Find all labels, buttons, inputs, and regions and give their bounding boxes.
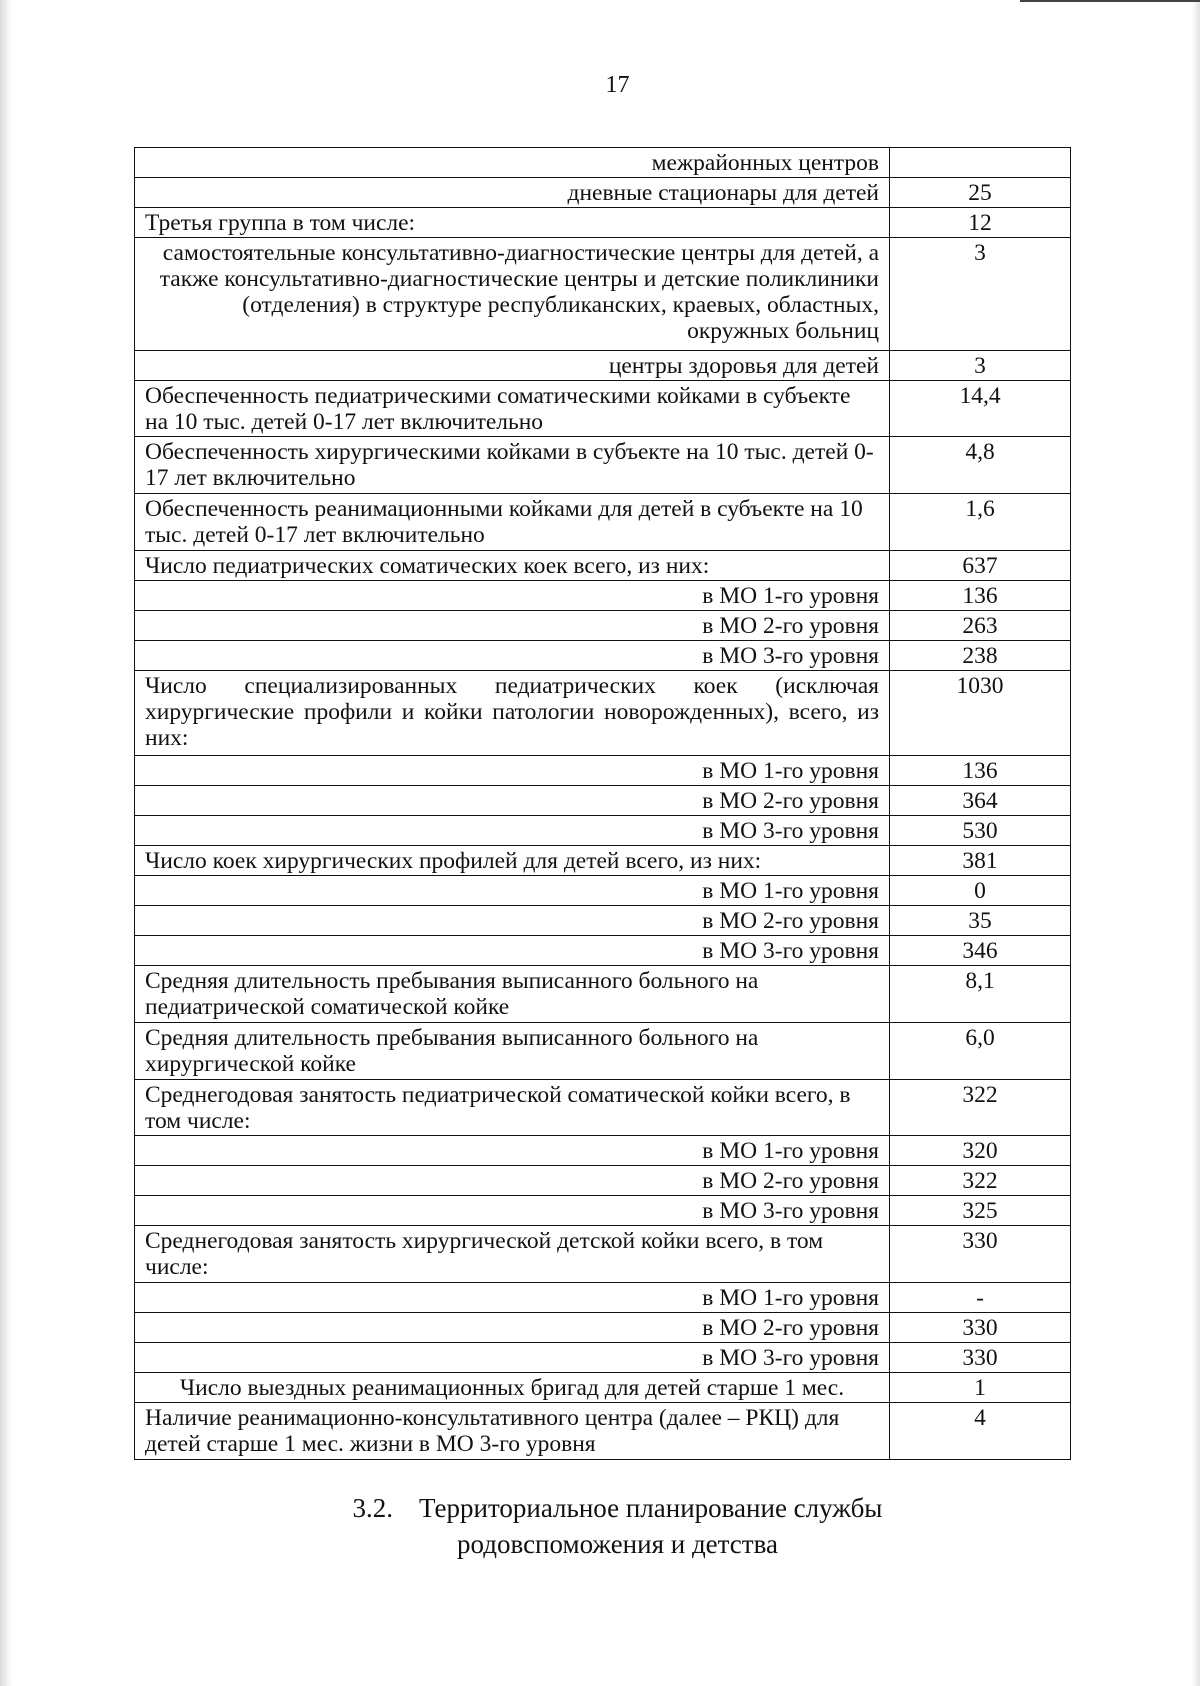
indicator-label: в МО 2-го уровня bbox=[135, 1166, 890, 1196]
indicator-label: Третья группа в том числе: bbox=[135, 208, 890, 238]
table-row bbox=[135, 494, 1071, 551]
table-row bbox=[135, 936, 1071, 966]
indicator-value: 637 bbox=[890, 551, 1071, 581]
indicator-label: в МО 2-го уровня bbox=[135, 906, 890, 936]
indicator-value: 4 bbox=[890, 1403, 1071, 1460]
table-row bbox=[135, 906, 1071, 936]
table-row bbox=[135, 671, 1071, 756]
indicator-label: Наличие реанимационно-консультативного центра (далее – РКЦ) для детей старше 1 мес. жизни в МО 3-го уровня bbox=[135, 1403, 890, 1460]
indicator-label: в МО 1-го уровня bbox=[135, 1136, 890, 1166]
scan-edge-left bbox=[0, 0, 12, 1686]
table-row bbox=[135, 1283, 1071, 1313]
indicator-label: межрайонных центров bbox=[135, 148, 890, 178]
table-row bbox=[135, 641, 1071, 671]
indicator-value: 364 bbox=[890, 786, 1071, 816]
indicator-value: 530 bbox=[890, 816, 1071, 846]
indicator-value: 12 bbox=[890, 208, 1071, 238]
table-row bbox=[135, 1080, 1071, 1136]
indicator-label: в МО 3-го уровня bbox=[135, 936, 890, 966]
indicator-label: в МО 1-го уровня bbox=[135, 581, 890, 611]
scan-top-line bbox=[1020, 0, 1200, 2]
indicator-value: 320 bbox=[890, 1136, 1071, 1166]
table-row bbox=[135, 1343, 1071, 1373]
table-row bbox=[135, 876, 1071, 906]
table-row bbox=[135, 351, 1071, 381]
section-heading bbox=[0, 1490, 1200, 1562]
section-title-part2: родовспоможения и детства bbox=[457, 1529, 778, 1559]
indicator-value: 322 bbox=[890, 1166, 1071, 1196]
indicator-value: 6,0 bbox=[890, 1023, 1071, 1080]
indicator-label: в МО 3-го уровня bbox=[135, 1196, 890, 1226]
indicator-label: Среднегодовая занятость хирургической детской койки всего, в том числе: bbox=[135, 1226, 890, 1283]
indicator-label: Обеспеченность реанимационными койками для детей в субъекте на 10 тыс. детей 0-17 лет включительно bbox=[135, 494, 890, 551]
table-row bbox=[135, 1403, 1071, 1460]
section-number: 3.2. bbox=[352, 1493, 394, 1523]
page-number: 17 bbox=[605, 72, 630, 98]
indicator-label: Обеспеченность хирургическими койками в субъекте на 10 тыс. детей 0-17 лет включительно bbox=[135, 437, 890, 494]
indicator-label: в МО 3-го уровня bbox=[135, 641, 890, 671]
table-row bbox=[135, 1226, 1071, 1283]
indicator-value: 238 bbox=[890, 641, 1071, 671]
indicator-value: 1030 bbox=[890, 671, 1071, 756]
indicator-label: Число педиатрических соматических коек всего, из них: bbox=[135, 551, 890, 581]
table-row bbox=[135, 846, 1071, 876]
indicator-value: 8,1 bbox=[890, 966, 1071, 1023]
indicator-value: 263 bbox=[890, 611, 1071, 641]
indicator-label: в МО 3-го уровня bbox=[135, 1343, 890, 1373]
indicator-value: 136 bbox=[890, 756, 1071, 786]
indicator-value: 330 bbox=[890, 1343, 1071, 1373]
table-row bbox=[135, 551, 1071, 581]
indicator-value: - bbox=[890, 1283, 1071, 1313]
table-row bbox=[135, 437, 1071, 494]
table-row bbox=[135, 611, 1071, 641]
indicator-value: 4,8 bbox=[890, 437, 1071, 494]
indicator-value: 346 bbox=[890, 936, 1071, 966]
table-row bbox=[135, 1196, 1071, 1226]
indicator-value: 136 bbox=[890, 581, 1071, 611]
table-row bbox=[135, 208, 1071, 238]
table-row bbox=[135, 966, 1071, 1023]
scan-edge-right bbox=[1192, 0, 1200, 1686]
table-row bbox=[135, 1023, 1071, 1080]
indicator-value: 35 bbox=[890, 906, 1071, 936]
table-row bbox=[135, 1166, 1071, 1196]
table-row bbox=[135, 178, 1071, 208]
table-row bbox=[135, 1313, 1071, 1343]
indicator-value: 0 bbox=[890, 876, 1071, 906]
indicator-value: 3 bbox=[890, 351, 1071, 381]
section-heading-line1 bbox=[0, 1490, 1200, 1526]
table-row bbox=[135, 756, 1071, 786]
indicators-table-body bbox=[135, 148, 1071, 1460]
indicator-label: Число коек хирургических профилей для детей всего, из них: bbox=[135, 846, 890, 876]
indicator-label: Число выездных реанимационных бригад для детей старше 1 мес. bbox=[135, 1373, 890, 1403]
indicator-label: в МО 2-го уровня bbox=[135, 1313, 890, 1343]
table-row bbox=[135, 1373, 1071, 1403]
indicator-label: Среднегодовая занятость педиатрической соматической койки всего, в том числе: bbox=[135, 1080, 890, 1136]
table-row bbox=[135, 238, 1071, 351]
indicator-label: Число специализированных педиатрических коек (исключая хирургические профили и койки патологии новорожденных), всего, из них: bbox=[135, 671, 890, 756]
indicator-value: 325 bbox=[890, 1196, 1071, 1226]
indicator-value: 25 bbox=[890, 178, 1071, 208]
indicator-label: в МО 1-го уровня bbox=[135, 876, 890, 906]
section-title-part1: Территориальное планирование службы bbox=[419, 1493, 883, 1523]
indicator-label: Средняя длительность пребывания выписанного больного на педиатрической соматической койке bbox=[135, 966, 890, 1023]
indicator-label: в МО 2-го уровня bbox=[135, 786, 890, 816]
table-row bbox=[135, 786, 1071, 816]
indicator-label: в МО 3-го уровня bbox=[135, 816, 890, 846]
indicator-value: 330 bbox=[890, 1313, 1071, 1343]
indicator-value: 14,4 bbox=[890, 381, 1071, 437]
table-row bbox=[135, 581, 1071, 611]
indicator-label: дневные стационары для детей bbox=[135, 178, 890, 208]
indicator-value: 322 bbox=[890, 1080, 1071, 1136]
indicator-value bbox=[890, 148, 1071, 178]
table-row bbox=[135, 381, 1071, 437]
indicator-label: в МО 1-го уровня bbox=[135, 1283, 890, 1313]
indicator-label: центры здоровья для детей bbox=[135, 351, 890, 381]
indicator-label: в МО 2-го уровня bbox=[135, 611, 890, 641]
table-row bbox=[135, 816, 1071, 846]
table-row bbox=[135, 1136, 1071, 1166]
indicator-label: Средняя длительность пребывания выписанного больного на хирургической койке bbox=[135, 1023, 890, 1080]
indicator-value: 1,6 bbox=[890, 494, 1071, 551]
indicator-value: 3 bbox=[890, 238, 1071, 351]
indicators-table bbox=[134, 147, 1071, 1460]
indicator-value: 1 bbox=[890, 1373, 1071, 1403]
indicator-value: 330 bbox=[890, 1226, 1071, 1283]
indicator-label: Обеспеченность педиатрическими соматическими койками в субъекте на 10 тыс. детей 0-17 лет включительно bbox=[135, 381, 890, 437]
table-row bbox=[135, 148, 1071, 178]
indicator-label: самостоятельные консультативно-диагностические центры для детей, а также консультативно-диагностические центры и детские поликлиники (отделения) в структуре республиканских, краевых, областных, окружных больниц bbox=[135, 238, 890, 351]
indicator-value: 381 bbox=[890, 846, 1071, 876]
indicator-label: в МО 1-го уровня bbox=[135, 756, 890, 786]
